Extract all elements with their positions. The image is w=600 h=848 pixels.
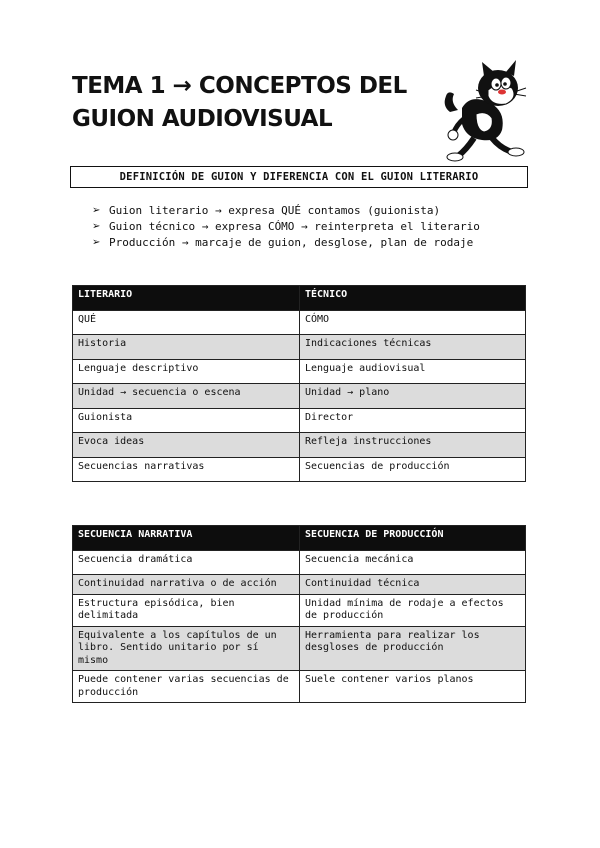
table-row bbox=[73, 594, 526, 626]
arrow-bullet-icon: ➢ bbox=[92, 205, 101, 216]
table-header-row bbox=[73, 526, 526, 551]
table-cell: Lenguaje descriptivo bbox=[73, 359, 300, 384]
table-cell: Indicaciones técnicas bbox=[300, 335, 526, 360]
title-line-1: TEMA 1 → CONCEPTOS DEL bbox=[72, 73, 407, 99]
table-cell: Lenguaje audiovisual bbox=[300, 359, 526, 384]
table-row bbox=[73, 575, 526, 595]
bullet-item: ➢ Guion literario → expresa QUÉ contamos (guionista) bbox=[92, 204, 441, 217]
table-cell: QUÉ bbox=[73, 310, 300, 335]
table-cell: Suele contener varios planos bbox=[300, 671, 526, 703]
table-header-row bbox=[73, 286, 526, 311]
secuencia-table bbox=[72, 525, 526, 703]
table-cell: Unidad → secuencia o escena bbox=[73, 384, 300, 409]
table-cell: Director bbox=[300, 408, 526, 433]
title-line-2: GUION AUDIOVISUAL bbox=[72, 106, 333, 132]
table-row bbox=[73, 335, 526, 360]
section-heading: DEFINICIÓN DE GUION Y DIFERENCIA CON EL GUION LITERARIO bbox=[70, 166, 528, 188]
table-row bbox=[73, 408, 526, 433]
bullet-item: ➢ Producción → marcaje de guion, desglose, plan de rodaje bbox=[92, 236, 474, 249]
table-cell: Historia bbox=[73, 335, 300, 360]
arrow-bullet-icon: ➢ bbox=[92, 237, 101, 248]
table-cell: Estructura episódica, bien delimitada bbox=[73, 594, 300, 626]
table-cell: Refleja instrucciones bbox=[300, 433, 526, 458]
table-cell: Secuencias de producción bbox=[300, 457, 526, 482]
literario-tecnico-table bbox=[72, 285, 526, 482]
table-row bbox=[73, 457, 526, 482]
table-row bbox=[73, 359, 526, 384]
arrow-bullet-icon: ➢ bbox=[92, 221, 101, 232]
bullet-item: ➢ Guion técnico → expresa CÓMO → reinterpreta el literario bbox=[92, 220, 480, 233]
sylvester-cat-illustration bbox=[440, 60, 530, 162]
table-row bbox=[73, 384, 526, 409]
table-cell: Unidad → plano bbox=[300, 384, 526, 409]
table-row bbox=[73, 433, 526, 458]
bullet-list bbox=[92, 203, 480, 251]
table-cell: Continuidad narrativa o de acción bbox=[73, 575, 300, 595]
column-header: SECUENCIA NARRATIVA bbox=[73, 526, 300, 551]
table-cell: Equivalente a los capítulos de un libro. Sentido unitario por sí mismo bbox=[73, 626, 300, 671]
table-cell: Continuidad técnica bbox=[300, 575, 526, 595]
page-title bbox=[72, 70, 452, 136]
table-cell: CÓMO bbox=[300, 310, 526, 335]
table-cell: Secuencia mecánica bbox=[300, 550, 526, 575]
table-cell: Puede contener varias secuencias de producción bbox=[73, 671, 300, 703]
table-cell: Unidad mínima de rodaje a efectos de producción bbox=[300, 594, 526, 626]
table-row bbox=[73, 550, 526, 575]
column-header: TÉCNICO bbox=[300, 286, 526, 311]
table-row bbox=[73, 671, 526, 703]
table-row bbox=[73, 310, 526, 335]
table-row bbox=[73, 626, 526, 671]
table-cell: Guionista bbox=[73, 408, 300, 433]
table-cell: Secuencia dramática bbox=[73, 550, 300, 575]
table-cell: Secuencias narrativas bbox=[73, 457, 300, 482]
table-cell: Evoca ideas bbox=[73, 433, 300, 458]
table-cell: Herramienta para realizar los desgloses de producción bbox=[300, 626, 526, 671]
column-header: SECUENCIA DE PRODUCCIÓN bbox=[300, 526, 526, 551]
column-header: LITERARIO bbox=[73, 286, 300, 311]
